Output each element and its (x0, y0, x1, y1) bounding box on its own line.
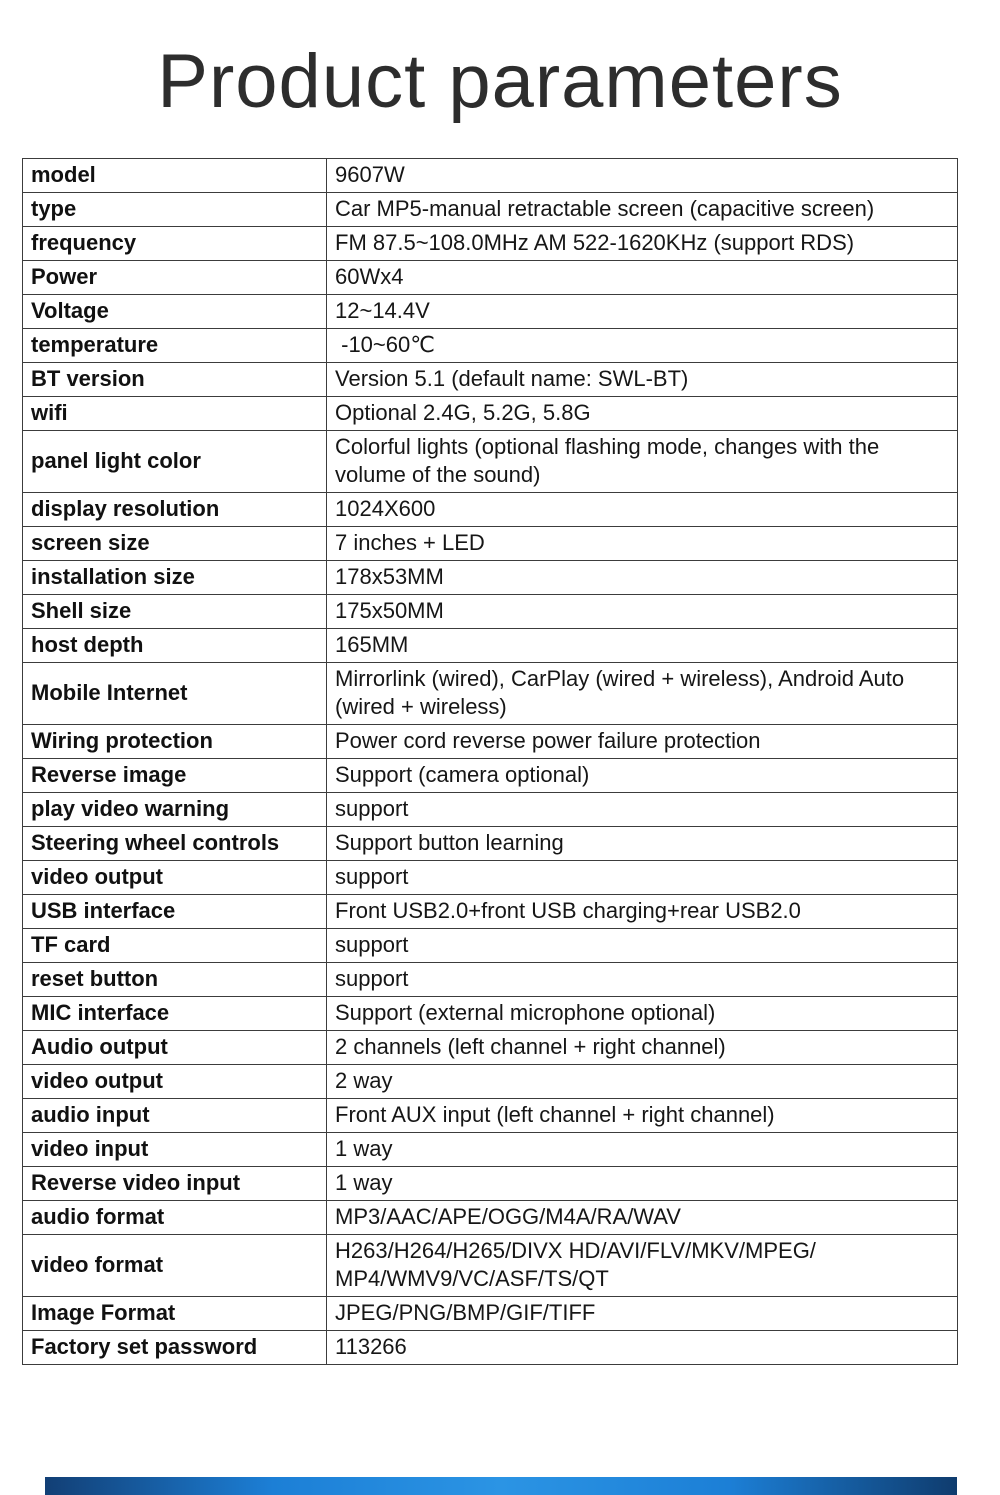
table-row (23, 526, 958, 560)
table-body (23, 158, 958, 1364)
table-row (23, 996, 958, 1030)
param-label: Reverse video input (23, 1166, 327, 1200)
table-row (23, 192, 958, 226)
param-label: audio format (23, 1200, 327, 1234)
param-value: H263/H264/H265/DIVX HD/AVI/FLV/MKV/MPEG/ MP4/WMV9/VC/ASF/TS/QT (327, 1234, 958, 1296)
param-label: Shell size (23, 594, 327, 628)
table-row (23, 294, 958, 328)
table-row (23, 826, 958, 860)
table-row (23, 158, 958, 192)
table-row (23, 430, 958, 492)
param-value: support (327, 860, 958, 894)
table-row (23, 362, 958, 396)
param-value: 2 channels (left channel + right channel) (327, 1030, 958, 1064)
param-label: play video warning (23, 792, 327, 826)
param-label: type (23, 192, 327, 226)
param-label: BT version (23, 362, 327, 396)
param-value: 7 inches + LED (327, 526, 958, 560)
param-value: Colorful lights (optional flashing mode, changes with the volume of the sound) (327, 430, 958, 492)
param-label: reset button (23, 962, 327, 996)
param-value: -10~60℃ (327, 328, 958, 362)
param-label: Steering wheel controls (23, 826, 327, 860)
table-row (23, 328, 958, 362)
param-value: 1 way (327, 1132, 958, 1166)
param-label: temperature (23, 328, 327, 362)
table-row (23, 260, 958, 294)
param-label: Power (23, 260, 327, 294)
param-value: FM 87.5~108.0MHz AM 522-1620KHz (support RDS) (327, 226, 958, 260)
param-label: Voltage (23, 294, 327, 328)
table-row (23, 492, 958, 526)
param-value: Version 5.1 (default name: SWL-BT) (327, 362, 958, 396)
table-row (23, 792, 958, 826)
table-row (23, 860, 958, 894)
param-value: Front AUX input (left channel + right channel) (327, 1098, 958, 1132)
page (0, 40, 1000, 1365)
param-value: 1024X600 (327, 492, 958, 526)
param-label: Wiring protection (23, 724, 327, 758)
table-row (23, 928, 958, 962)
param-label: Mobile Internet (23, 662, 327, 724)
table-row (23, 594, 958, 628)
table-row (23, 1064, 958, 1098)
param-label: TF card (23, 928, 327, 962)
param-label: video input (23, 1132, 327, 1166)
page-title: Product parameters (157, 39, 843, 124)
param-label: Image Format (23, 1296, 327, 1330)
param-value: 175x50MM (327, 594, 958, 628)
table-row (23, 962, 958, 996)
product-parameters-table (22, 158, 958, 1365)
param-value: Support button learning (327, 826, 958, 860)
param-label: display resolution (23, 492, 327, 526)
table-row (23, 1098, 958, 1132)
param-value: 2 way (327, 1064, 958, 1098)
table-row (23, 662, 958, 724)
param-value: JPEG/PNG/BMP/GIF/TIFF (327, 1296, 958, 1330)
param-label: USB interface (23, 894, 327, 928)
param-value: 113266 (327, 1330, 958, 1364)
param-label: panel light color (23, 430, 327, 492)
param-label: Audio output (23, 1030, 327, 1064)
table-row (23, 1200, 958, 1234)
param-value: 178x53MM (327, 560, 958, 594)
table-row (23, 1030, 958, 1064)
table-row (23, 560, 958, 594)
table-row (23, 226, 958, 260)
param-value: support (327, 792, 958, 826)
table-row (23, 758, 958, 792)
table-row (23, 628, 958, 662)
table-row (23, 396, 958, 430)
param-label: wifi (23, 396, 327, 430)
param-value: Power cord reverse power failure protection (327, 724, 958, 758)
param-value: 12~14.4V (327, 294, 958, 328)
table-row (23, 1296, 958, 1330)
param-label: audio input (23, 1098, 327, 1132)
param-label: Reverse image (23, 758, 327, 792)
cropped-image-strip (45, 1477, 957, 1495)
table-row (23, 1132, 958, 1166)
param-value: 9607W (327, 158, 958, 192)
param-label: Factory set password (23, 1330, 327, 1364)
param-value: MP3/AAC/APE/OGG/M4A/RA/WAV (327, 1200, 958, 1234)
param-value: Optional 2.4G, 5.2G, 5.8G (327, 396, 958, 430)
param-value: 165MM (327, 628, 958, 662)
param-label: model (23, 158, 327, 192)
param-value: Mirrorlink (wired), CarPlay (wired + wireless), Android Auto (wired + wireless) (327, 662, 958, 724)
param-label: installation size (23, 560, 327, 594)
param-value: Front USB2.0+front USB charging+rear USB2.0 (327, 894, 958, 928)
param-label: screen size (23, 526, 327, 560)
param-label: video format (23, 1234, 327, 1296)
table-row (23, 1166, 958, 1200)
table-row (23, 724, 958, 758)
param-value: support (327, 928, 958, 962)
param-label: video output (23, 860, 327, 894)
param-value: Car MP5-manual retractable screen (capacitive screen) (327, 192, 958, 226)
param-value: 60Wx4 (327, 260, 958, 294)
param-label: frequency (23, 226, 327, 260)
param-label: host depth (23, 628, 327, 662)
param-label: video output (23, 1064, 327, 1098)
param-value: 1 way (327, 1166, 958, 1200)
table-row (23, 894, 958, 928)
table-row (23, 1234, 958, 1296)
param-value: Support (camera optional) (327, 758, 958, 792)
param-label: MIC interface (23, 996, 327, 1030)
table-row (23, 1330, 958, 1364)
param-value: Support (external microphone optional) (327, 996, 958, 1030)
param-value: support (327, 962, 958, 996)
